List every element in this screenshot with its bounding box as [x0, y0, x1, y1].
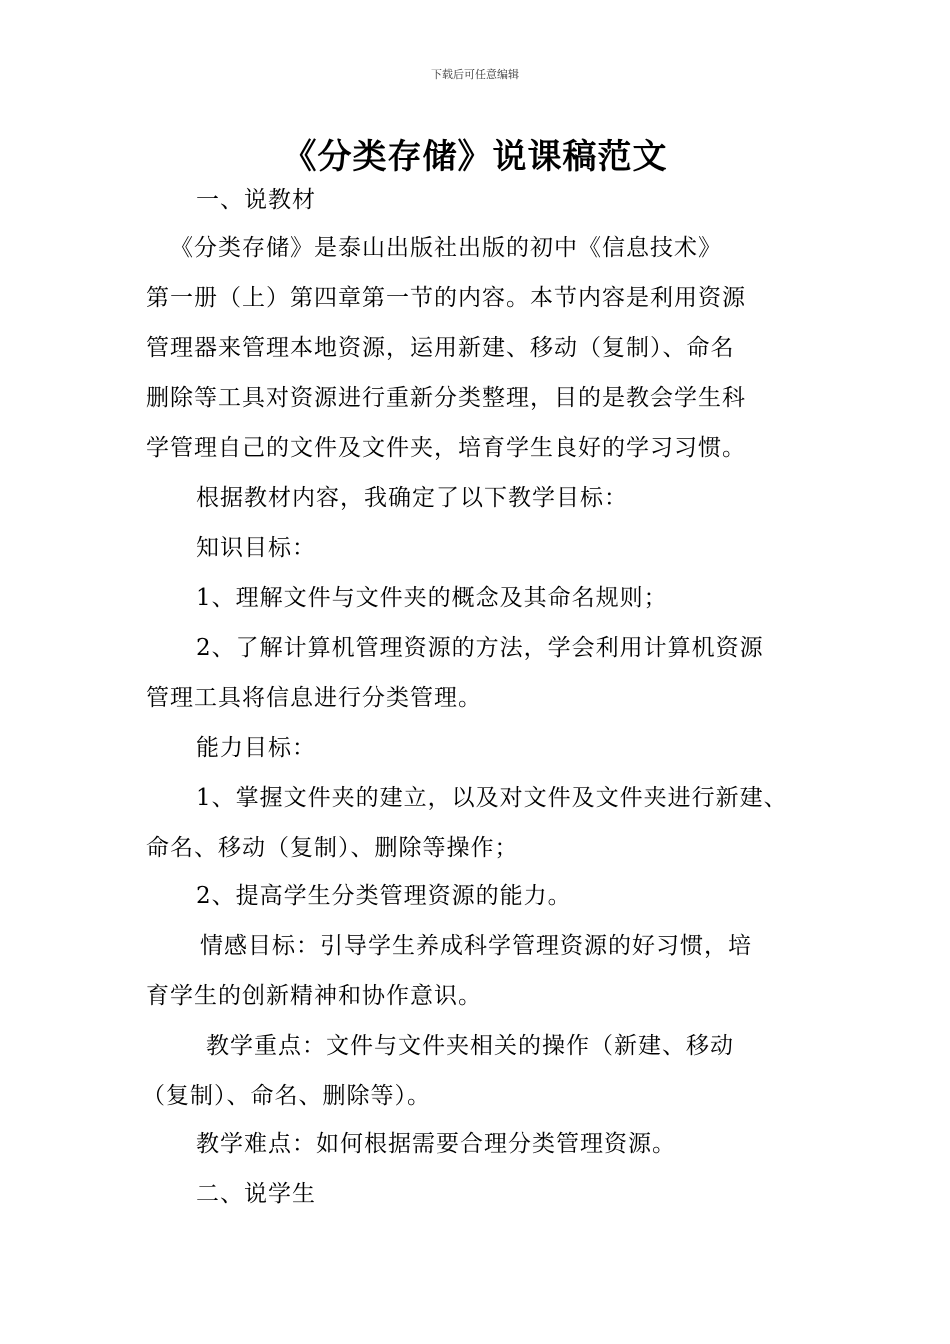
paragraph-line: 根据教材内容，我确定了以下教学目标： [196, 485, 628, 511]
list-item: 1、理解文件与文件夹的概念及其命名规则； [196, 585, 668, 611]
paragraph-line: 删除等工具对资源进行重新分类整理，目的是教会学生科 [146, 385, 746, 411]
paragraph-line: 学管理自己的文件及文件夹，培育学生良好的学习习惯。 [146, 435, 746, 461]
document-title: 《分类存储》说课稿范文 [282, 137, 668, 177]
section-heading-students: 二、说学生 [196, 1181, 316, 1207]
list-item: 2、提高学生分类管理资源的能力。 [196, 883, 572, 909]
subheading-knowledge-goals: 知识目标： [196, 535, 316, 561]
paragraph-line: 管理工具将信息进行分类管理。 [146, 685, 482, 711]
paragraph-line: 管理器来管理本地资源，运用新建、移动（复制）、命名 [146, 335, 735, 361]
list-item: 2、了解计算机管理资源的方法，学会利用计算机资源 [196, 635, 764, 661]
paragraph-emotional-goals: 情感目标：引导学生养成科学管理资源的好习惯，培 [200, 933, 752, 959]
paragraph-line: 第一册（上）第四章第一节的内容。本节内容是利用资源 [146, 285, 746, 311]
subheading-ability-goals: 能力目标： [196, 735, 316, 761]
paragraph-line: 育学生的创新精神和协作意识。 [146, 983, 482, 1009]
list-item: 1、掌握文件夹的建立，以及对文件及文件夹进行新建、 [196, 785, 788, 811]
section-heading-textbook: 一、说教材 [196, 187, 316, 213]
header-note: 下载后可任意编辑 [431, 68, 519, 81]
paragraph-teaching-difficulty: 教学难点：如何根据需要合理分类管理资源。 [196, 1131, 676, 1157]
paragraph-line: 《分类存储》是泰山出版社出版的初中《信息技术》 [170, 235, 722, 261]
paragraph-line: （复制）、命名、删除等）。 [142, 1083, 431, 1109]
paragraph-line: 命名、移动（复制）、删除等操作； [146, 835, 519, 861]
paragraph-teaching-focus: 教学重点：文件与文件夹相关的操作（新建、移动 [206, 1033, 734, 1059]
